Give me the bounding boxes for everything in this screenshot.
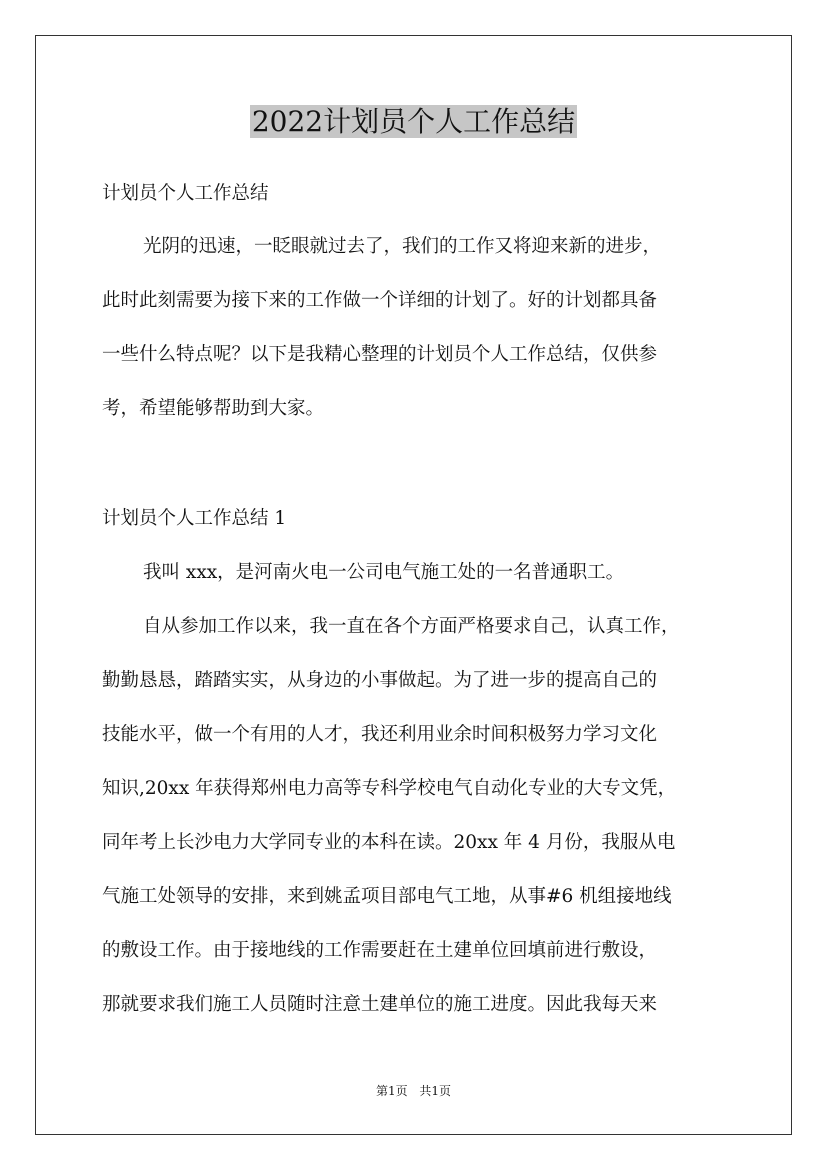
paragraph-line: 自从参加工作以来，我一直在各个方面严格要求自己，认真工作， (143, 616, 680, 637)
paragraph-line: 气施工处领导的安排，来到姚孟项目部电气工地，从事#6 机组接地线 (102, 886, 672, 907)
paragraph-line: 技能水平，做一个有用的人才，我还利用业余时间积极努力学习文化 (102, 724, 658, 745)
paragraph-line: 光阴的迅速，一眨眼就过去了，我们的工作又将迎来新的进步， (143, 236, 662, 257)
page-total: 共1页 (419, 1084, 452, 1098)
paragraph-line: 知识,20xx 年获得郑州电力高等专科学校电气自动化专业的大专文凭， (102, 778, 677, 799)
paragraph-line: 我叫 xxx，是河南火电一公司电气施工处的一名普通职工。 (143, 562, 625, 583)
section-heading: 计划员个人工作总结 1 (102, 508, 287, 529)
document-title-text: 2022计划员个人工作总结 (251, 105, 576, 138)
paragraph-line: 勤勤恳恳，踏踏实实，从身边的小事做起。为了进一步的提高自己的 (102, 670, 658, 691)
paragraph-line: 那就要求我们施工人员随时注意土建单位的施工进度。因此我每天来 (102, 994, 658, 1015)
page-number: 第1页 (375, 1084, 408, 1098)
paragraph-line: 此时此刻需要为接下来的工作做一个详细的计划了。好的计划都具备 (102, 290, 658, 311)
paragraph-line: 同年考上长沙电力大学同专业的本科在读。20xx 年 4 月份，我服从电 (102, 832, 676, 853)
section-heading: 计划员个人工作总结 (102, 183, 269, 204)
paragraph-line: 一些什么特点呢？以下是我精心整理的计划员个人工作总结，仅供参 (102, 344, 658, 365)
document-title (0, 102, 827, 142)
paragraph-line: 的敷设工作。由于接地线的工作需要赶在土建单位回填前进行敷设， (102, 940, 658, 961)
paragraph-line: 考，希望能够帮助到大家。 (102, 398, 325, 419)
page-footer (0, 1083, 827, 1099)
